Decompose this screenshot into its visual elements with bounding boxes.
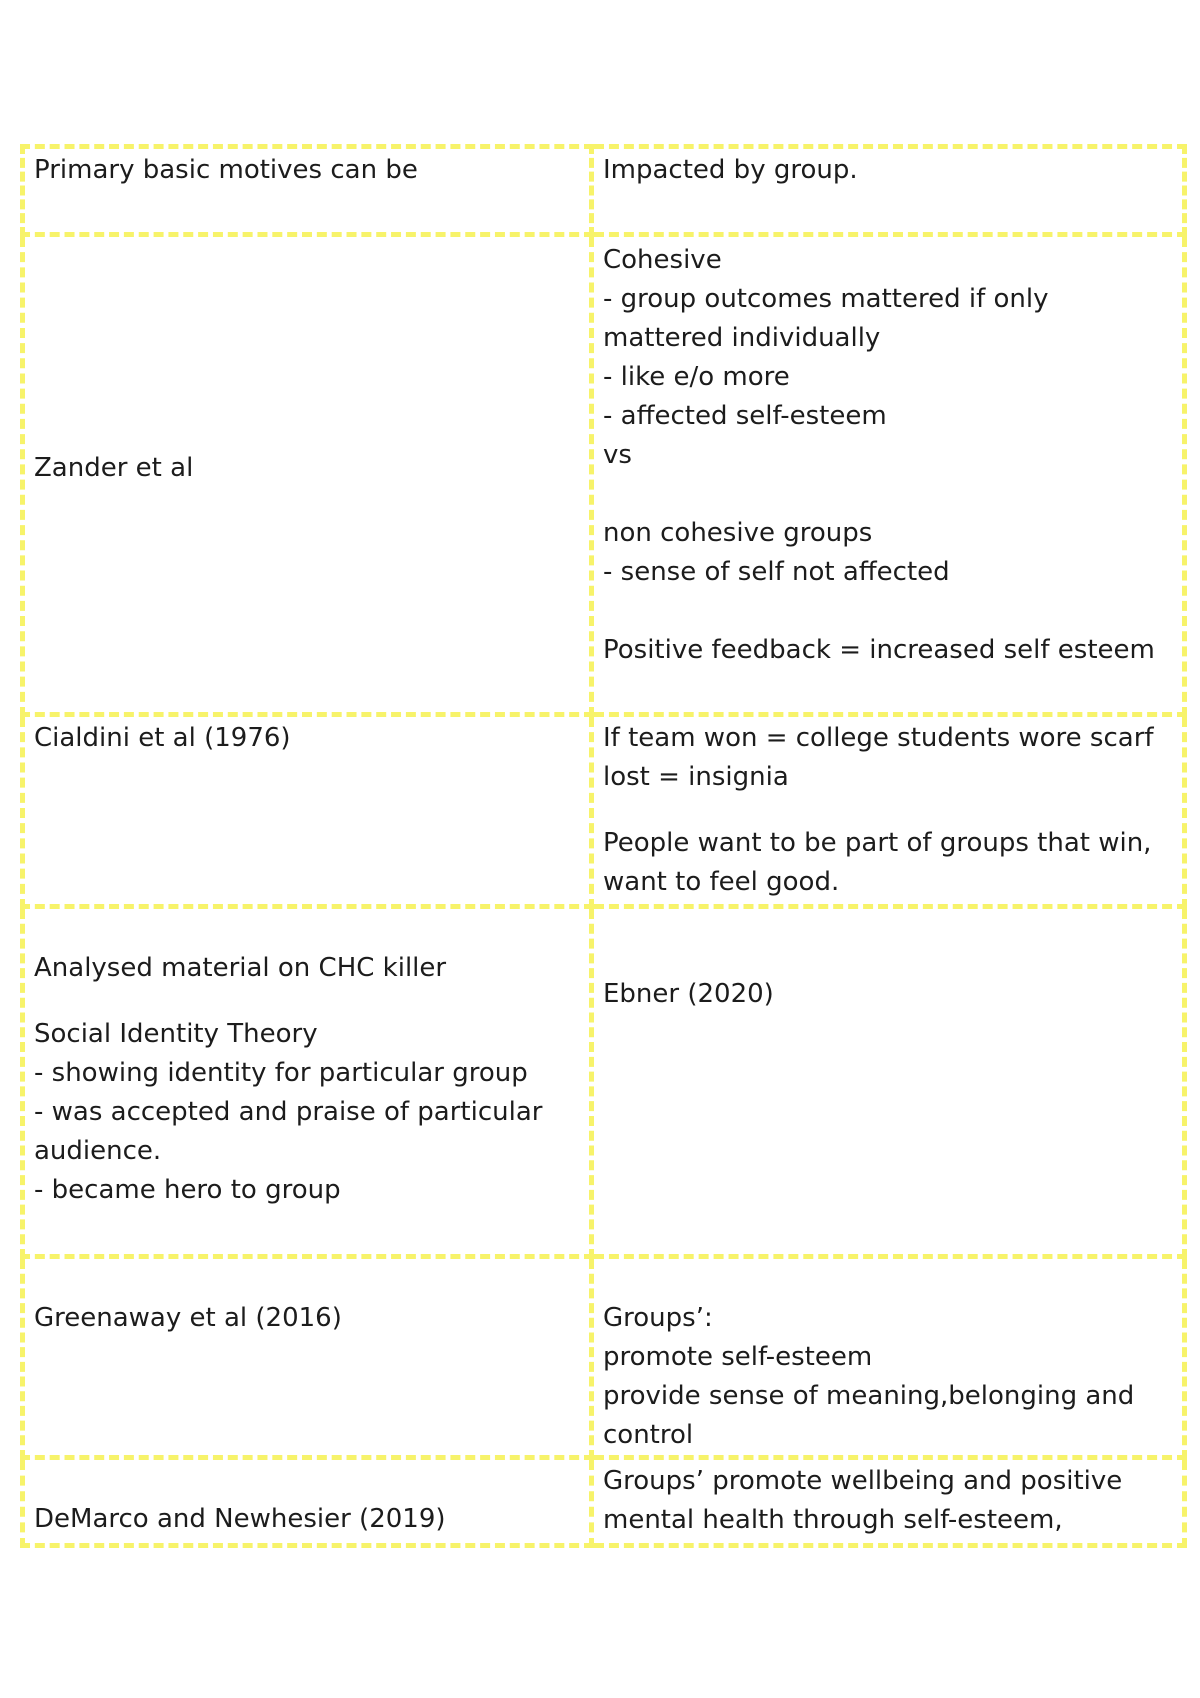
definition-line: Positive feedback = increased self esteem: [603, 635, 1155, 665]
definition-line: non cohesive groups: [603, 518, 873, 548]
definition-line: promote self-esteem: [603, 1342, 873, 1372]
definition-line: vs: [603, 440, 632, 470]
term-text: Zander et al: [34, 453, 194, 483]
term-line: - became hero to group: [34, 1175, 341, 1205]
term-line: - showing identity for particular group: [34, 1058, 528, 1088]
term-line: Analysed material on CHC killer: [34, 953, 447, 983]
term-text: DeMarco and Newhesier (2019): [34, 1504, 446, 1534]
table-row: [23, 235, 1185, 715]
term-line: - was accepted and praise of particular: [34, 1097, 543, 1127]
definition-line: mental health through self-esteem,: [603, 1505, 1063, 1535]
definition-line: want to feel good.: [603, 867, 840, 897]
term-text: Cialdini et al (1976): [34, 723, 291, 753]
table-row: [23, 147, 1185, 235]
definition-line: Groups’:: [603, 1303, 713, 1333]
term-line: Social Identity Theory: [34, 1019, 318, 1049]
term-text: Greenaway et al (2016): [34, 1303, 342, 1333]
definition-line: People want to be part of groups that win,: [603, 828, 1152, 858]
table-row: [23, 715, 1185, 907]
term-cell: [23, 1257, 592, 1458]
definition-line: - sense of self not affected: [603, 557, 950, 587]
table-row: [23, 1257, 1185, 1458]
term-cell: [23, 1458, 592, 1546]
definition-line: - group outcomes mattered if only: [603, 284, 1049, 314]
term-cell: [23, 147, 592, 235]
definition-line: If team won = college students wore scarf: [603, 723, 1154, 753]
definition-line: lost = insignia: [603, 762, 789, 792]
spacer: [34, 988, 580, 1015]
definition-line: Cohesive: [603, 245, 722, 275]
spacer: [603, 475, 1173, 514]
table-row: [23, 907, 1185, 1257]
term-line: audience.: [34, 1136, 162, 1166]
definition-line: Groups’ promote wellbeing and positive: [603, 1466, 1123, 1496]
definition-cell: [592, 907, 1185, 1257]
term-cell: [23, 235, 592, 715]
term-text: Primary basic motives can be: [34, 155, 418, 185]
term-cell: [23, 715, 592, 907]
definition-text: Ebner (2020): [603, 979, 774, 1009]
definition-text: Impacted by group.: [603, 155, 858, 185]
definition-cell: [592, 1257, 1185, 1458]
definition-cell: [592, 1458, 1185, 1546]
definition-line: mattered individually: [603, 323, 881, 353]
spacer: [603, 592, 1173, 631]
definition-line: - like e/o more: [603, 362, 790, 392]
flashcard-table: [20, 144, 1187, 1548]
table-row: [23, 1458, 1185, 1546]
definition-line: control: [603, 1420, 694, 1450]
spacer: [603, 797, 1173, 824]
definition-line: provide sense of meaning,belonging and: [603, 1381, 1135, 1411]
definition-cell: [592, 147, 1185, 235]
definition-cell: [592, 715, 1185, 907]
definition-line: - affected self-esteem: [603, 401, 887, 431]
term-cell: [23, 907, 592, 1257]
definition-cell: [592, 235, 1185, 715]
